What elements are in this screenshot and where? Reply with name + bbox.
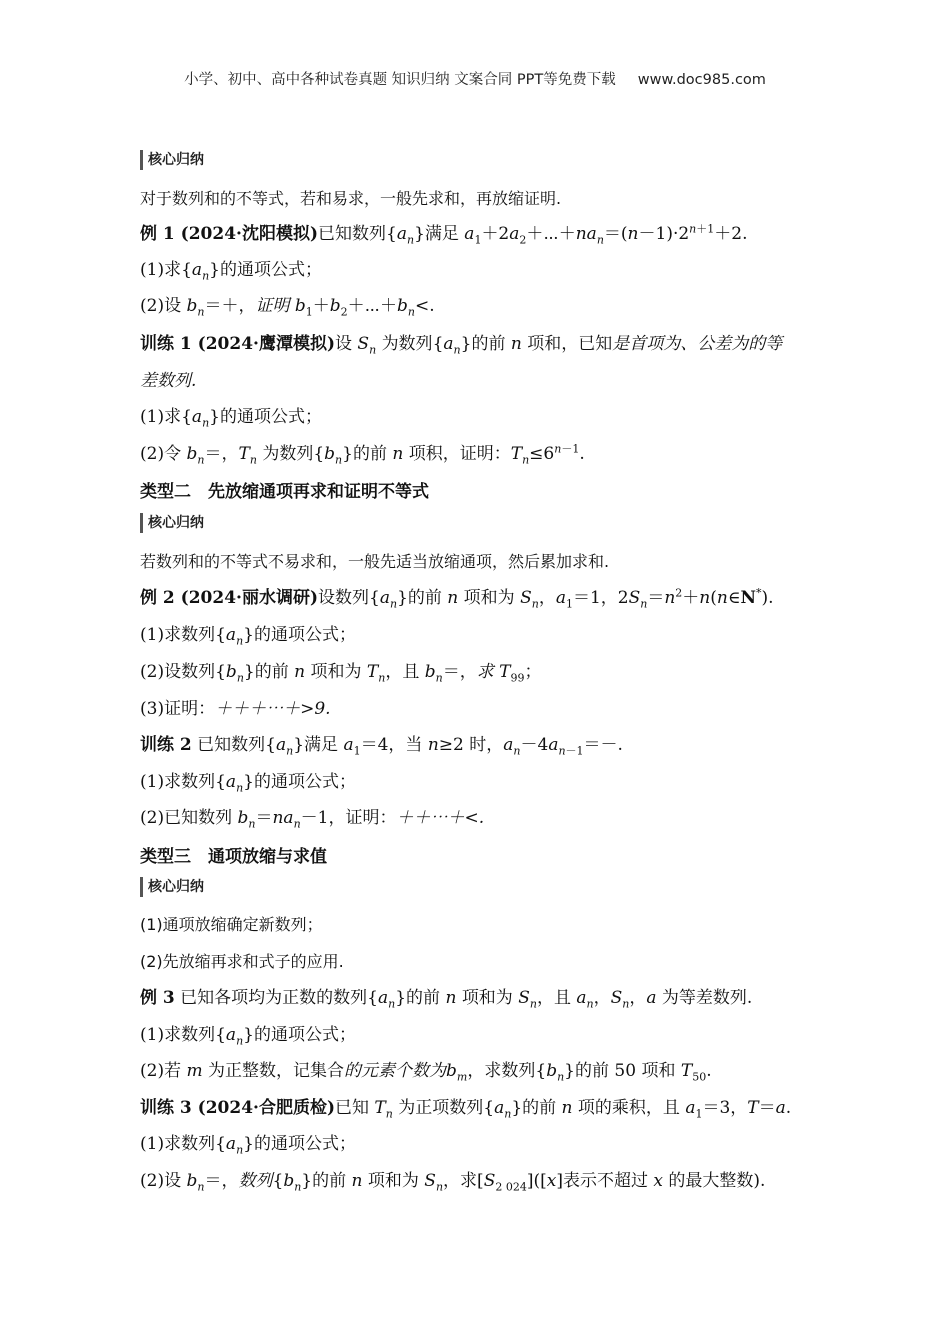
tr1-part1: (1)求$\{a_n\}$的通项公式； [140,407,322,430]
p3-2a: (2)若 [140,1061,182,1081]
ex3-label: 例 3 [140,988,175,1008]
tr1-p2b: 为数列 [262,444,314,464]
tr1-part2: (2)令 $b_n=$，$T_n$ 为数列$\{b_n\}$的前 n 项积，证明：$T_n\le 6^{n-1}$. [140,442,585,467]
tr3-part2: (2)设 $b_n=$，数列$\{b_n\}$的前 n 项和为 $S_n$，求$[S_{2 024}]([x]$表示不超过 x 的最大整数). [140,1171,766,1194]
p1-2: (2)设 [140,296,182,316]
p3-2b: 为正整数，记集合 [208,1061,345,1081]
example-2: 例 2 (2024·丽水调研)设数列$\{a_n\}$的前 n 项和为 $S_n$，$a_1=1$，$2S_n=n^2+n(n\in N^*)$. [140,586,774,611]
tr3-p2a: (2)设 [140,1171,182,1191]
ex1-part1: (1)求$\{a_n\}$的通项公式； [140,260,322,283]
tr2-label: 训练 2 [140,735,192,755]
training-2: 训练 2 已知数列$\{a_n\}$满足 $a_1=4$，当 n≥2 时，$a_n-4a_{n-1}=-$. [140,735,623,758]
p2-2a: (2)设数列 [140,662,216,682]
tr3-p2f: 的最大整数). [668,1171,766,1191]
tr2-mid3: 当 [405,735,423,755]
tr1-mid2: 项和，已知 [527,334,613,354]
tr1-mid: 为数列 [381,334,433,354]
ex1-part2: (2)设 $b_n=+$，证明 $b_1+b_2+\cdots+b_n<$. [140,296,435,319]
tr1-p2c: 项积，证明： [408,444,511,464]
ex3-text2: 项和为 [461,988,513,1008]
ex2-part1: (1)求数列$\{a_n\}$的通项公式； [140,625,356,648]
tr3-label: 训练 3 (2024·合肥质检) [140,1098,335,1118]
ex1-label: 例 1 (2024·沈阳模拟) [140,224,318,244]
core-text-2: 若数列和的不等式不易求和，一般先适当放缩通项，然后累加求和. [140,552,610,571]
p2-3: (3)证明： [140,699,216,719]
p2-2b: 项和为 [310,662,362,682]
tr1-p1: (1)求 [140,407,182,427]
tr3-p1b: 的通项公式； [253,1134,356,1154]
p1-1b: 的通项公式； [219,260,322,280]
tr2-p2b: ，证明： [328,808,397,828]
ex3-text3: 且 [553,988,571,1008]
core-text-3a: (1)通项放缩确定新数列； [140,915,323,934]
tr2-part2: (2)已知数列 $b_n=na_n-1$，证明：＋＋⋯＋<. [140,808,485,831]
tr3-p2b: 数列 [238,1171,273,1191]
ex2-label: 例 2 (2024·丽水调研) [140,588,318,608]
p1-1: (1)求 [140,260,182,280]
p2-1: (1)求数列 [140,625,216,645]
training-1: 训练 1 (2024·鹰潭模拟)设 $S_n$ 为数列$\{a_n\}$的前 n 项和，已知是首项为、公差为的等 [140,334,783,357]
core-tag-1: 核心归纳 [140,150,204,170]
core-tag-3: 核心归纳 [140,877,204,897]
ex2-mid2: 项和为 [463,588,515,608]
p3-1: (1)求数列 [140,1025,216,1045]
p3-2c: 的元素个数为 [344,1061,447,1081]
ex2-part2: (2)设数列$\{b_n\}$的前 n 项和为 $T_n$，且 $b_n=$，求 $T_{99}$； [140,662,542,685]
p3-2d: ，求数列 [467,1061,536,1081]
tr2-mid2: 满足 [304,735,339,755]
header-text: 小学、初中、高中各种试卷真题 知识归纳 文案合同 PPT等免费下载 [184,72,616,88]
core-tag-2: 核心归纳 [140,513,204,533]
ex3-text4: 为等差数列. [661,988,753,1008]
p2-1b: 的通项公式； [253,625,356,645]
p3-1b: 的通项公式； [253,1025,356,1045]
tr1-p1b: 的通项公式； [219,407,322,427]
tr1-label: 训练 1 (2024·鹰潭模拟) [140,334,335,354]
p2-2c: 且 [402,662,420,682]
core-text-3b: (2)先放缩再求和式子的应用. [140,952,344,971]
tr2-mid4: 时， [469,735,504,755]
tr2-mid: 已知数列 [197,735,266,755]
page-header [0,68,950,89]
training-1-cont [140,369,196,393]
tr2-p1b: 的通项公式； [253,772,356,792]
section-3-title: 类型三 通项放缩与求值 [140,847,327,867]
tr2-p2a: (2)已知数列 [140,808,233,828]
tr1-p2a: (2)令 [140,444,182,464]
example-1: 例 1 (2024·沈阳模拟)已知数列$\{a_n\}$满足 $a_1+2a_2+\cdots+na_n=(n-1)\cdot 2^{n+1}+2$. [140,222,748,247]
ex3-part2: (2)若 m 为正整数，记集合的元素个数为$b_m$，求数列$\{b_n\}$的前 50 项和 $T_{50}$. [140,1061,712,1084]
ex2-mid: 设数列 [318,588,369,608]
tr3-p2c: 项和为 [367,1171,419,1191]
ex3-part1: (1)求数列$\{a_n\}$的通项公式； [140,1025,356,1048]
core-text-1: 对于数列和的不等式，若和易求，一般先求和，再放缩证明. [140,189,562,208]
ex3-text: 已知各项均为正数的数列 [180,988,368,1008]
tr2-p1: (1)求数列 [140,772,216,792]
tr3-mid2: 为正项数列 [398,1098,484,1118]
ex2-part3: (3)证明：＋＋＋⋯＋>9. [140,699,331,719]
tr3-mid: 已知 [335,1098,369,1118]
tr3-p2d: 求 [460,1171,478,1191]
tr1-it: 是首项为、公差为的等 [612,334,783,354]
tr1-it2: 差数列. [140,371,197,391]
tr3-p1: (1)求数列 [140,1134,216,1154]
example-3: 例 3 已知各项均为正数的数列$\{a_n\}$的前 n 项和为 $S_n$，且 $a_n$，$S_n$，a 为等差数列. [140,988,753,1011]
ex1-mid: 满足 [424,224,459,244]
tr3-part1: (1)求数列$\{a_n\}$的通项公式； [140,1134,356,1157]
tr3-mid3: 项的乘积，且 [577,1098,680,1118]
p3-2e: 的前 50 项和 [575,1061,676,1081]
section-2-title: 类型二 先放缩通项再求和证明不等式 [140,482,429,502]
header-url[interactable]: www.doc985.com [637,72,766,88]
training-3: 训练 3 (2024·合肥质检)已知 $T_n$ 为正项数列$\{a_n\}$的前 n 项的乘积，且 $a_1=3$，T＝a. [140,1098,792,1121]
tr2-part1: (1)求数列$\{a_n\}$的通项公式； [140,772,356,795]
tr3-p2e: 表示不超过 [562,1171,648,1191]
